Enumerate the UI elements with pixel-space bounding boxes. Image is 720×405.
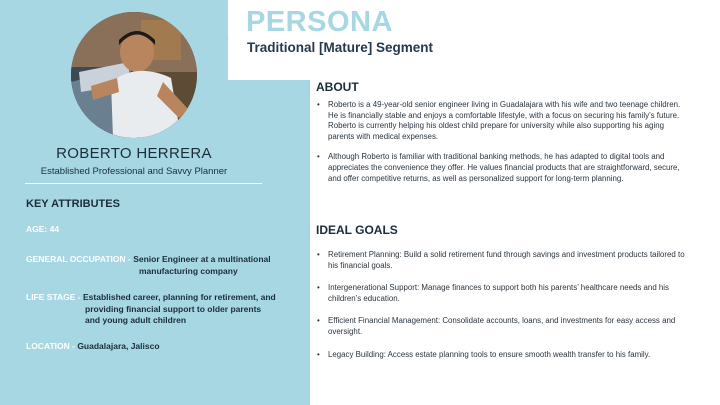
about-item: • Although Roberto is familiar with traditional banking methods, he has adapted to digital tools and appreciates the convenience they offer. He values financial products that are straightforward, secure, and offer competitive returns, as well as personalized support for long-term planning. <box>316 152 692 184</box>
divider <box>25 183 262 184</box>
occupation-value-line2: manufacturing company <box>139 265 238 276</box>
life-stage-value-line2: providing financial support to older parents <box>85 303 262 314</box>
occupation-value-line1: Senior Engineer at a multinational <box>133 254 271 264</box>
about-title: ABOUT <box>316 80 359 94</box>
page-subtitle: Traditional [Mature] Segment <box>247 40 434 55</box>
profile-name: ROBERTO HERRERA <box>56 145 212 162</box>
life-stage-value-line1: Established career, planning for retirement, and <box>82 292 276 302</box>
goals-title: IDEAL GOALS <box>316 223 398 237</box>
attribute-age <box>26 224 59 236</box>
goal-item: • Legacy Building: Access estate planning tools to ensure smooth wealth transfer to his family. <box>316 350 692 361</box>
attribute-occupation <box>26 254 296 276</box>
goal-item: • Retirement Planning: Build a solid retirement fund through savings and investment products tailored to his financial goals. <box>316 250 692 271</box>
location-value: Guadalajara, Jalisco <box>77 341 160 351</box>
life-stage-value-line3: and young adult children <box>85 315 187 325</box>
profile-tagline: Established Professional and Savvy Planner <box>40 166 228 177</box>
goal-item: • Intergenerational Support: Manage finances to support both his parents’ healthcare needs and his children’s education. <box>316 283 692 304</box>
goals-list <box>316 250 692 360</box>
avatar-photo <box>71 12 197 138</box>
age-label: AGE: 44 <box>26 224 60 234</box>
about-item: • Roberto is a 49-year-old senior engineer living in Guadalajara with his wife and two teenage children. He is financially stable and enjoys a comfortable lifestyle, with a focus on securing his family’s future. Roberto is currently helping his oldest child prepare for university while also supporting his aging parents with medical expenses. <box>316 100 692 142</box>
avatar <box>71 12 197 138</box>
attribute-location <box>26 341 160 353</box>
about-list <box>316 100 692 184</box>
occupation-label: GENERAL OCCUPATION - <box>26 254 134 264</box>
location-label: LOCATION - <box>26 341 78 351</box>
page-title: PERSONA <box>246 6 393 38</box>
goal-item: • Efficient Financial Management: Consolidate accounts, loans, and investments for easy access and oversight. <box>316 316 692 337</box>
key-attributes-title: KEY ATTRIBUTES <box>26 198 120 210</box>
attribute-life-stage <box>26 292 306 325</box>
life-stage-label: LIFE STAGE - <box>26 292 83 302</box>
